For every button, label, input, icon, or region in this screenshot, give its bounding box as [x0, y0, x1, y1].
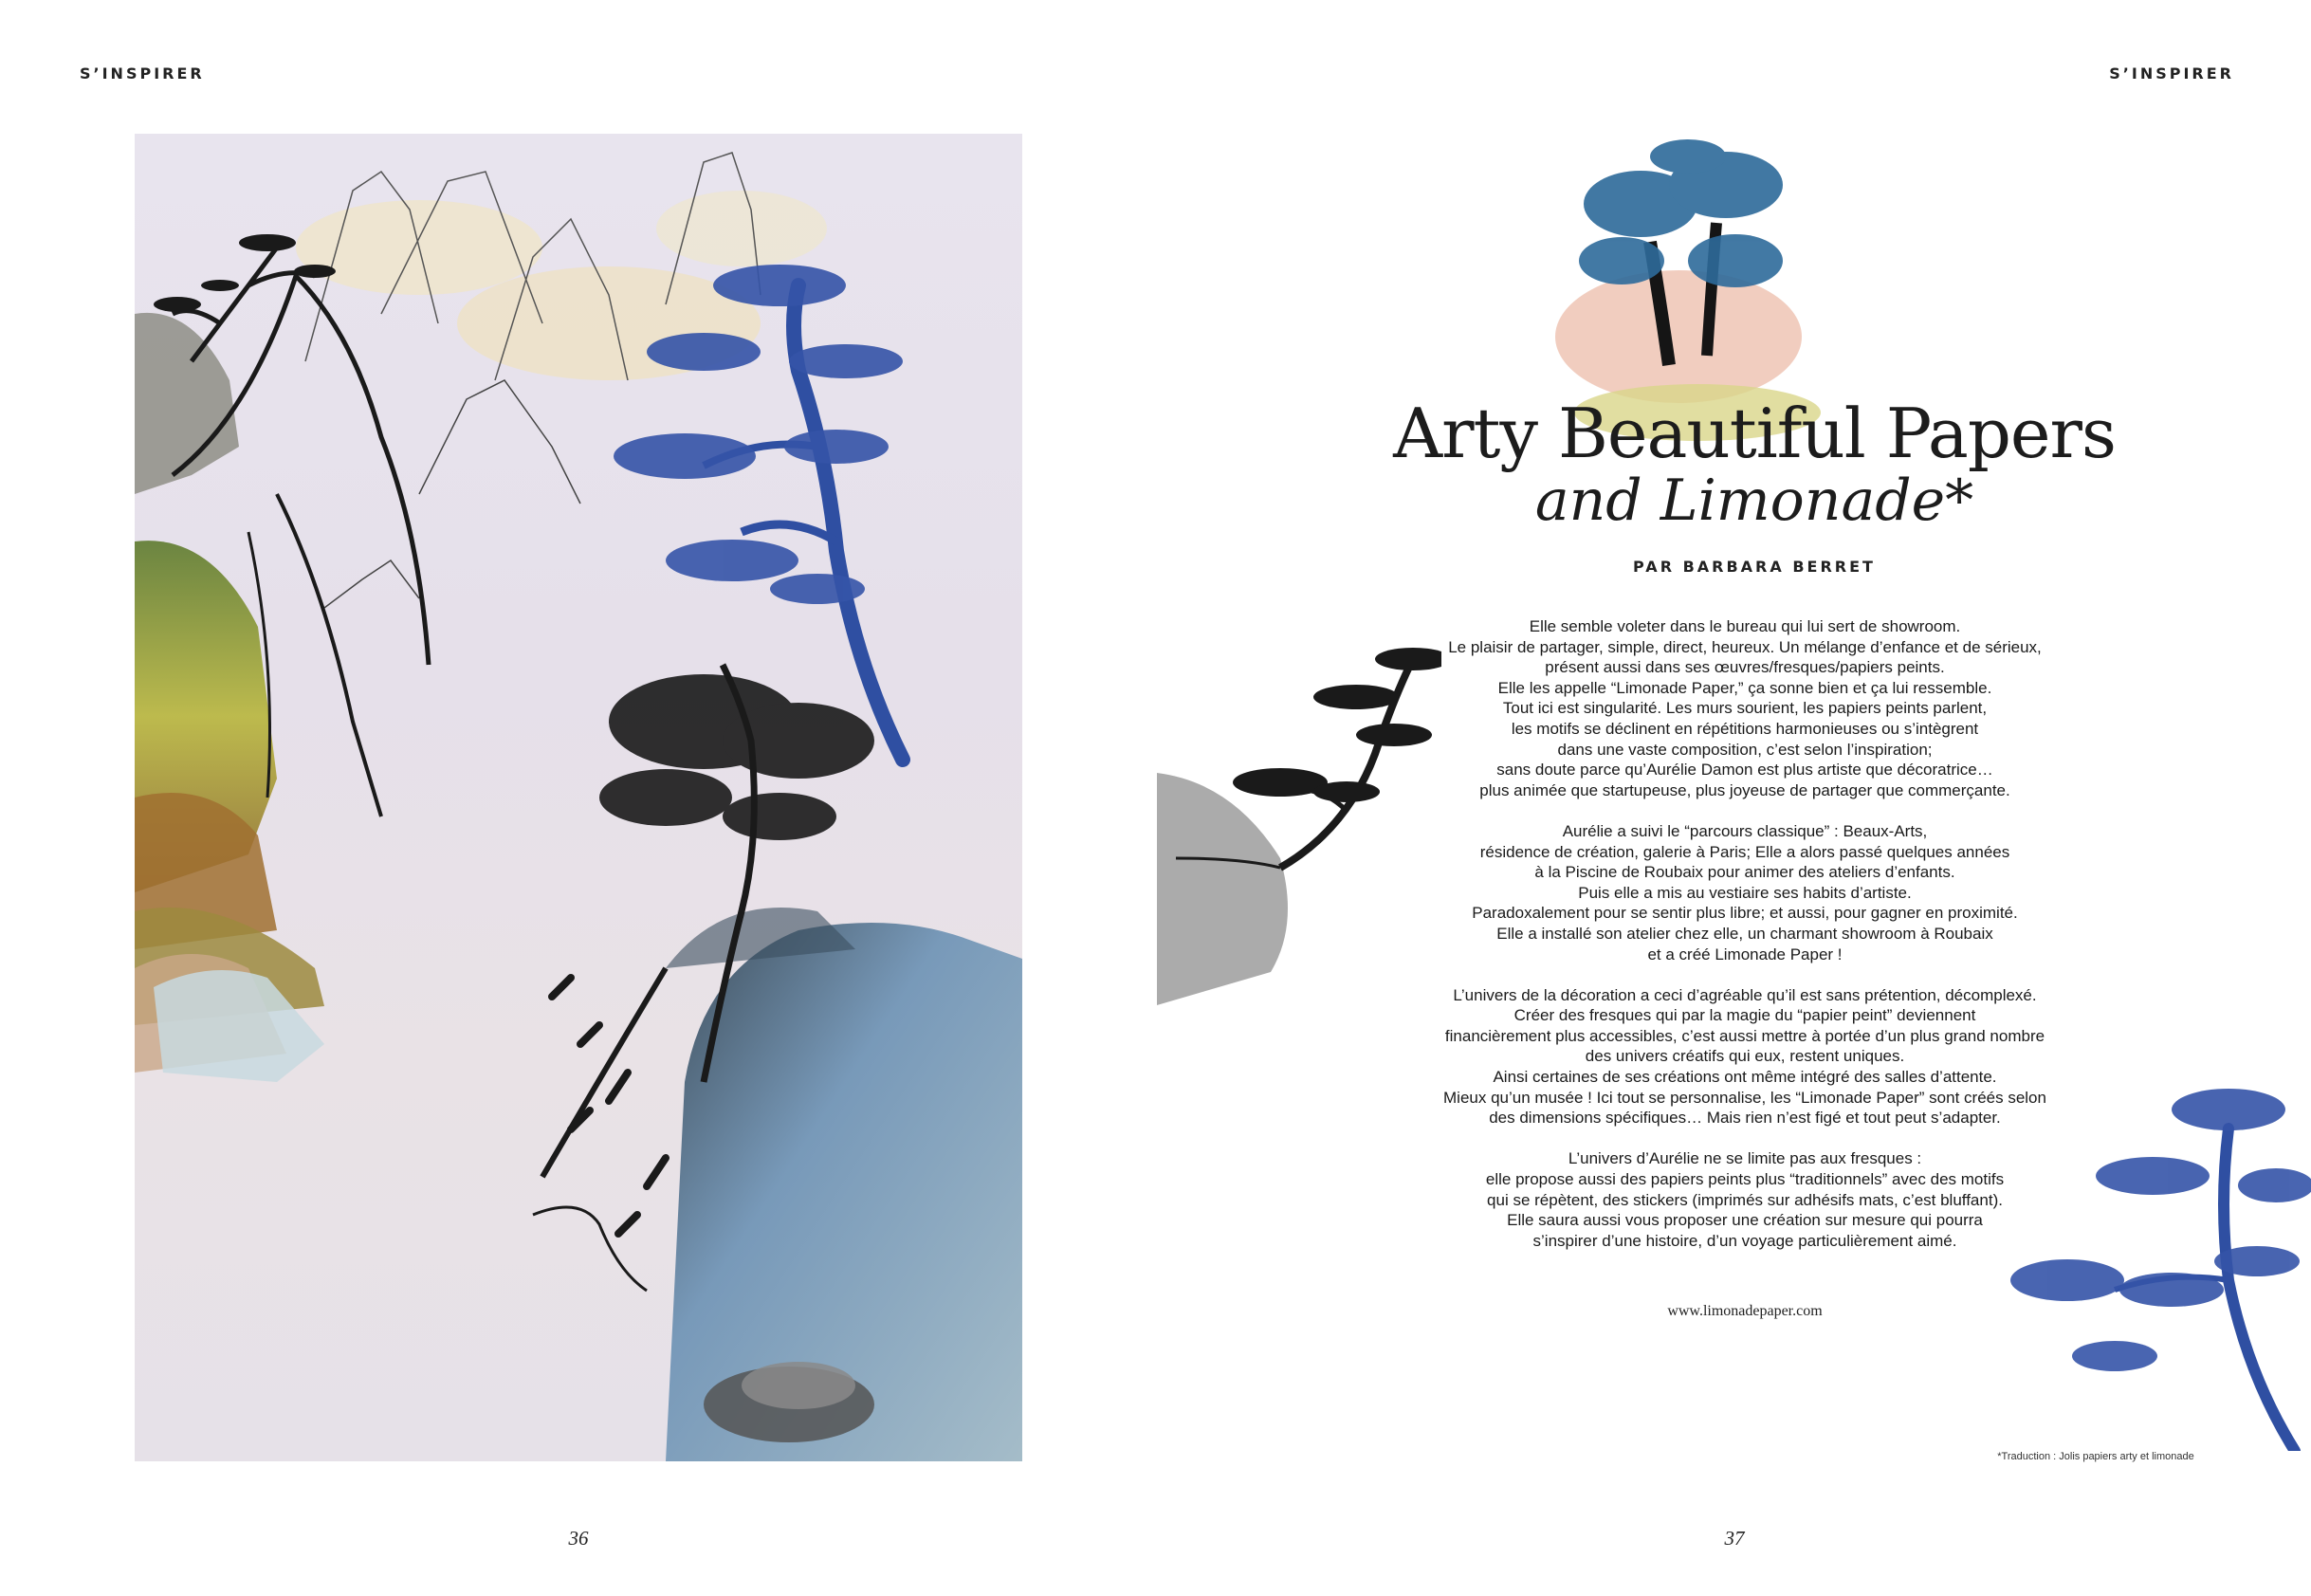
byline: PAR BARBARA BERRET [1633, 558, 1876, 576]
text-line: Créer des fresques qui par la magie du “papier peint” deviennent [1513, 1006, 1976, 1025]
page-number-left: 36 [568, 1527, 589, 1550]
text-line: Le plaisir de partager, simple, direct, heureux. Un mélange d’enfance et de sérieux, [1448, 637, 2042, 656]
paragraph [1328, 616, 2162, 800]
website-link[interactable]: www.limonadepaper.com [1667, 1303, 1823, 1319]
text-line: plus animée que startupeuse, plus joyeuse de partager que commerçante. [1479, 780, 2010, 799]
paragraph [1328, 821, 2162, 964]
text-line: présent aussi dans ses œuvres/fresques/papiers peints. [1545, 658, 1945, 677]
section-label-left: S’INSPIRER [80, 64, 205, 83]
section-label-right: S’INSPIRER [2109, 64, 2234, 83]
article-title: Arty Beautiful Papers [1393, 394, 2116, 473]
paragraph [1328, 1148, 2162, 1251]
text-line: Mieux qu’un musée ! Ici tout se personnalise, les “Limonade Paper” sont créés selon [1443, 1088, 2046, 1107]
text-line: à la Piscine de Roubaix pour animer des ateliers d’enfants. [1534, 863, 1955, 882]
text-line: Elle saura aussi vous proposer une création sur mesure qui pourra [1507, 1211, 1983, 1230]
text-line: sans doute parce qu’Aurélie Damon est plus artiste que décoratrice… [1496, 761, 1993, 780]
text-line: Aurélie a suivi le “parcours classique” : Beaux-Arts, [1562, 821, 1928, 840]
text-line: résidence de création, galerie à Paris; Elle a alors passé quelques années [1479, 842, 2010, 861]
watercolor-landscape-illustration [135, 134, 1022, 1461]
text-line: L’univers de la décoration a ceci d’agréable qu’il est sans prétention, décomplexé. [1453, 985, 2037, 1004]
article-body [1328, 616, 2162, 1272]
text-line: des univers créatifs qui eux, restent uniques. [1585, 1047, 1905, 1066]
text-line: et a créé Limonade Paper ! [1647, 945, 1843, 963]
text-line: elle propose aussi des papiers peints plus “traditionnels” avec des motifs [1485, 1170, 2005, 1189]
text-line: financièrement plus accessibles, c’est aussi mettre à portée d’un plus grand nombre [1444, 1026, 2045, 1045]
text-line: les motifs se déclinent en répétitions harmonieuses ou s’intègrent [1511, 719, 1979, 738]
text-line: Elle les appelle “Limonade Paper,” ça sonne bien et ça lui ressemble. [1497, 678, 1992, 697]
article-subtitle: and Limonade* [1534, 468, 1974, 534]
text-line: Elle a installé son atelier chez elle, un charmant showroom à Roubaix [1496, 924, 1993, 943]
page-number-right: 37 [1724, 1527, 1745, 1550]
footnote: *Traduction : Jolis papiers arty et limonade [1997, 1451, 2194, 1462]
text-line: s’inspirer d’une histoire, d’un voyage particulièrement aimé. [1532, 1231, 1957, 1250]
text-line: L’univers d’Aurélie ne se limite pas aux fresques : [1568, 1149, 1922, 1168]
text-line: dans une vaste composition, c’est selon l’inspiration; [1557, 740, 1933, 759]
text-line: Tout ici est singularité. Les murs sourient, les papiers peints parlent, [1502, 699, 1988, 718]
text-line: Ainsi certaines de ses créations ont même intégré des salles d’attente. [1493, 1068, 1997, 1087]
text-line: Elle semble voleter dans le bureau qui lui sert de showroom. [1529, 617, 1961, 635]
text-line: qui se répètent, des stickers (imprimés sur adhésifs mats, c’est bluffant). [1487, 1190, 2003, 1209]
text-line: Puis elle a mis au vestiaire ses habits d’artiste. [1578, 883, 1912, 902]
text-line: des dimensions spécifiques… Mais rien n’est figé et tout peut s’adapter. [1489, 1109, 2001, 1128]
text-line: Paradoxalement pour se sentir plus libre; et aussi, pour gagner en proximité. [1472, 904, 2018, 923]
paragraph [1328, 985, 2162, 1128]
